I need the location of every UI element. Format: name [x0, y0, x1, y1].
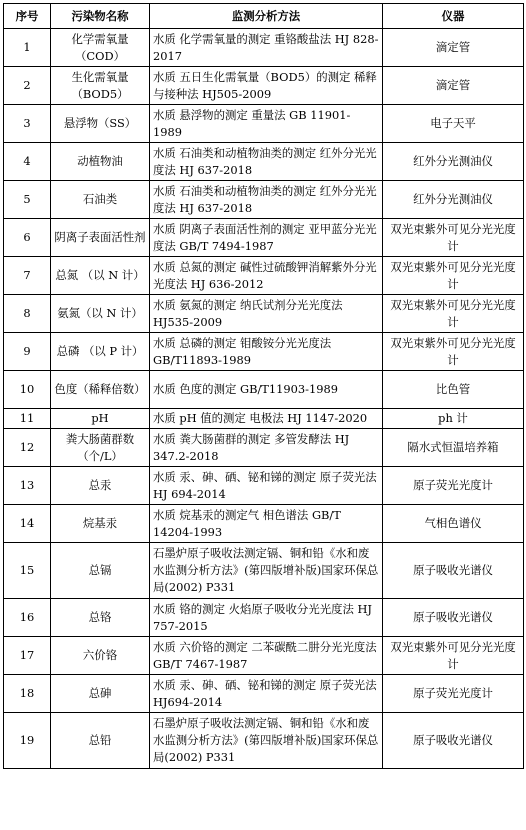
table-header-row — [4, 4, 524, 29]
pollutant-name: 总铅 — [51, 713, 150, 769]
header-no: 序号 — [4, 4, 51, 29]
table-row — [4, 143, 524, 181]
header-method: 监测分析方法 — [150, 4, 383, 29]
method: 水质 化学需氧量的测定 重铬酸盐法 HJ 828-2017 — [150, 29, 383, 67]
instrument: 双光束紫外可见分光光度计 — [383, 637, 524, 675]
pollutant-name: 生化需氧量（BOD5） — [51, 67, 150, 105]
table-row — [4, 105, 524, 143]
row-no: 2 — [4, 67, 51, 105]
method: 水质 五日生化需氧量（BOD5）的测定 稀释与接种法 HJ505-2009 — [150, 67, 383, 105]
method: 石墨炉原子吸收法测定镉、铜和铅《水和废水监测分析方法》(第四版增补版)国家环保总局(2002) P331 — [150, 713, 383, 769]
row-no: 5 — [4, 181, 51, 219]
method: 水质 汞、砷、硒、铋和锑的测定 原子荧光法 HJ 694-2014 — [150, 467, 383, 505]
row-no: 1 — [4, 29, 51, 67]
instrument: 原子吸收光谱仪 — [383, 599, 524, 637]
row-no: 19 — [4, 713, 51, 769]
method: 水质 石油类和动植物油类的测定 红外分光光度法 HJ 637-2018 — [150, 143, 383, 181]
instrument: 双光束紫外可见分光光度计 — [383, 333, 524, 371]
header-pollutant-name: 污染物名称 — [51, 4, 150, 29]
table-row — [4, 181, 524, 219]
method: 水质 六价铬的测定 二苯碳酰二肼分光光度法 GB/T 7467-1987 — [150, 637, 383, 675]
table-row — [4, 29, 524, 67]
table-row — [4, 713, 524, 769]
instrument: 比色管 — [383, 371, 524, 409]
method: 石墨炉原子吸收法测定镉、铜和铅《水和废水监测分析方法》(第四版增补版)国家环保总局(2002) P331 — [150, 543, 383, 599]
instrument: 电子天平 — [383, 105, 524, 143]
pollutant-name: 悬浮物（SS） — [51, 105, 150, 143]
table-row — [4, 295, 524, 333]
row-no: 15 — [4, 543, 51, 599]
row-no: 7 — [4, 257, 51, 295]
table-row — [4, 333, 524, 371]
table-row — [4, 409, 524, 429]
pollutant-name: 总磷 （以 P 计） — [51, 333, 150, 371]
pollutant-name: 烷基汞 — [51, 505, 150, 543]
method: 水质 粪大肠菌群的测定 多管发酵法 HJ 347.2-2018 — [150, 429, 383, 467]
row-no: 3 — [4, 105, 51, 143]
row-no: 10 — [4, 371, 51, 409]
instrument: 双光束紫外可见分光光度计 — [383, 219, 524, 257]
instrument: 原子吸收光谱仪 — [383, 713, 524, 769]
row-no: 13 — [4, 467, 51, 505]
table-row — [4, 257, 524, 295]
method: 水质 悬浮物的测定 重量法 GB 11901-1989 — [150, 105, 383, 143]
instrument: ph 计 — [383, 409, 524, 429]
pollutant-name: 粪大肠菌群数（个/L） — [51, 429, 150, 467]
method: 水质 烷基汞的测定气 相色谱法 GB/T 14204-1993 — [150, 505, 383, 543]
row-no: 9 — [4, 333, 51, 371]
table-row — [4, 219, 524, 257]
instrument: 双光束紫外可见分光光度计 — [383, 257, 524, 295]
pollutant-name: 总氮 （以 N 计） — [51, 257, 150, 295]
method: 水质 阴离子表面活性剂的测定 亚甲蓝分光光度法 GB/T 7494-1987 — [150, 219, 383, 257]
pollutant-name: 总砷 — [51, 675, 150, 713]
method: 水质 总磷的测定 钼酸铵分光光度法 GB/T11893-1989 — [150, 333, 383, 371]
instrument: 红外分光测油仪 — [383, 181, 524, 219]
table-row — [4, 371, 524, 409]
instrument: 原子荧光光度计 — [383, 675, 524, 713]
pollutant-name: 氨氮（以 N 计） — [51, 295, 150, 333]
instrument: 隔水式恒温培养箱 — [383, 429, 524, 467]
pollutant-name: 色度（稀释倍数） — [51, 371, 150, 409]
method: 水质 石油类和动植物油类的测定 红外分光光度法 HJ 637-2018 — [150, 181, 383, 219]
row-no: 8 — [4, 295, 51, 333]
row-no: 18 — [4, 675, 51, 713]
pollutant-name: 动植物油 — [51, 143, 150, 181]
pollutant-name: 总镉 — [51, 543, 150, 599]
pollutant-name: 总汞 — [51, 467, 150, 505]
header-instrument: 仪器 — [383, 4, 524, 29]
table-row — [4, 637, 524, 675]
table-row — [4, 505, 524, 543]
row-no: 4 — [4, 143, 51, 181]
table-row — [4, 67, 524, 105]
row-no: 16 — [4, 599, 51, 637]
row-no: 14 — [4, 505, 51, 543]
method: 水质 氨氮的测定 纳氏试剂分光光度法 HJ535-2009 — [150, 295, 383, 333]
row-no: 6 — [4, 219, 51, 257]
table-row — [4, 675, 524, 713]
monitoring-methods-table — [3, 3, 524, 769]
row-no: 12 — [4, 429, 51, 467]
table-row — [4, 599, 524, 637]
method: 水质 pH 值的测定 电极法 HJ 1147-2020 — [150, 409, 383, 429]
pollutant-name: pH — [51, 409, 150, 429]
pollutant-name: 阴离子表面活性剂 — [51, 219, 150, 257]
method: 水质 总氮的测定 碱性过硫酸钾消解紫外分光光度法 HJ 636-2012 — [150, 257, 383, 295]
pollutant-name: 六价铬 — [51, 637, 150, 675]
pollutant-name: 石油类 — [51, 181, 150, 219]
instrument: 原子吸收光谱仪 — [383, 543, 524, 599]
method: 水质 汞、砷、硒、铋和锑的测定 原子荧光法 HJ694-2014 — [150, 675, 383, 713]
instrument: 气相色谱仪 — [383, 505, 524, 543]
method: 水质 铬的测定 火焰原子吸收分光光度法 HJ 757-2015 — [150, 599, 383, 637]
row-no: 17 — [4, 637, 51, 675]
instrument: 双光束紫外可见分光光度计 — [383, 295, 524, 333]
pollutant-name: 总铬 — [51, 599, 150, 637]
pollutant-name: 化学需氧量（COD） — [51, 29, 150, 67]
table-row — [4, 467, 524, 505]
instrument: 滴定管 — [383, 67, 524, 105]
instrument: 滴定管 — [383, 29, 524, 67]
instrument: 原子荧光光度计 — [383, 467, 524, 505]
row-no: 11 — [4, 409, 51, 429]
table-row — [4, 429, 524, 467]
method: 水质 色度的测定 GB/T11903-1989 — [150, 371, 383, 409]
instrument: 红外分光测油仪 — [383, 143, 524, 181]
table-row — [4, 543, 524, 599]
